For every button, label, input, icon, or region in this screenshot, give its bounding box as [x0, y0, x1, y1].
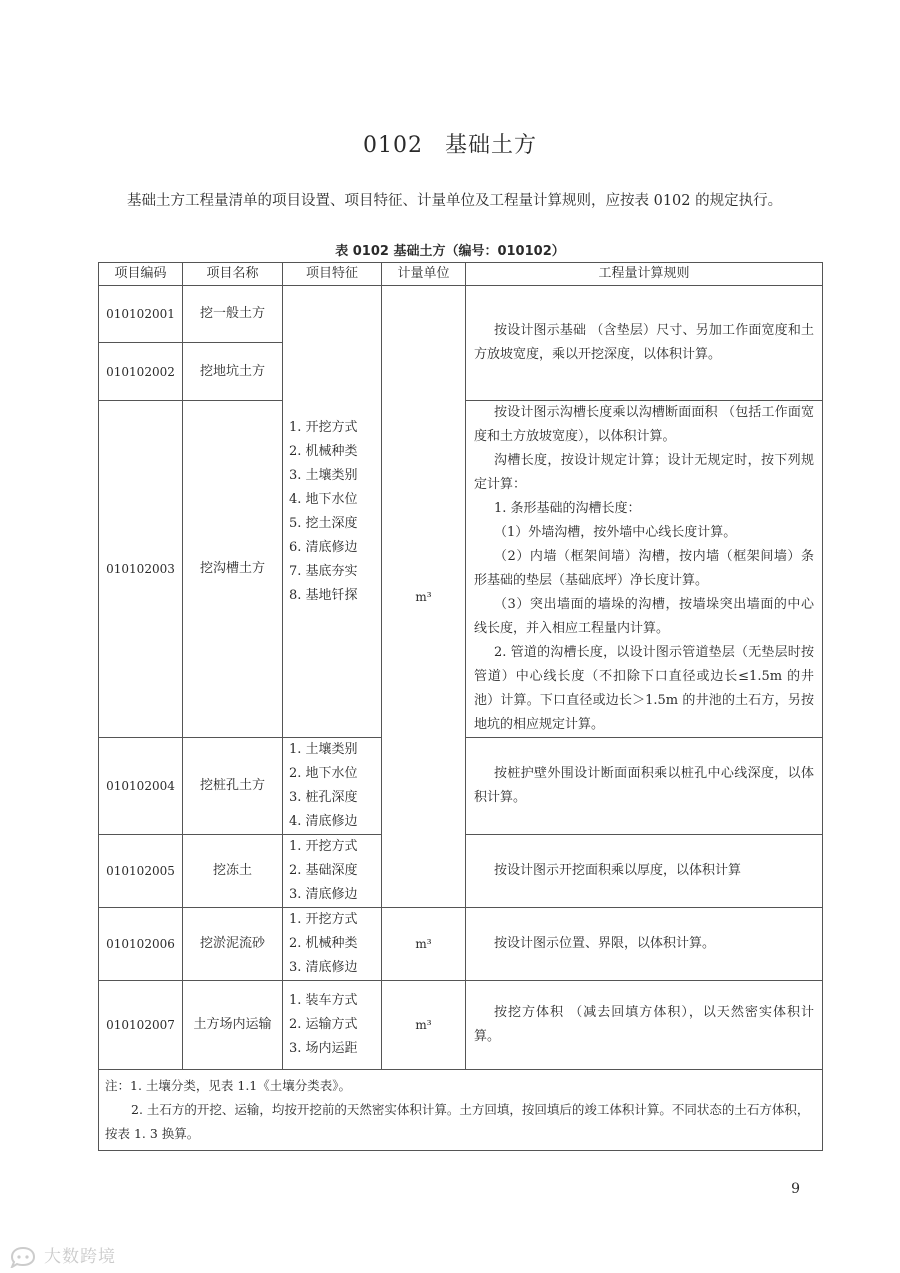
rule-cell [466, 286, 823, 401]
item-code: 010102003 [99, 401, 183, 738]
watermark [8, 1242, 116, 1268]
feature-item: 1. 土壤类别 [289, 742, 358, 757]
table-row [99, 981, 823, 1070]
feature-item: 2. 机械种类 [289, 443, 358, 459]
notes-cell [99, 1070, 823, 1151]
unit-cell: m³ [382, 981, 466, 1070]
feature-item: 1. 装车方式 [289, 993, 358, 1008]
rule-text: 1. 条形基础的沟槽长度： [494, 501, 641, 516]
rule-cell [466, 738, 823, 835]
feature-item: 8. 基地钎探 [289, 587, 358, 603]
col-header-code: 项目编码 [99, 263, 183, 286]
feature-item: 3. 桩孔深度 [289, 790, 358, 805]
feature-item: 2. 基础深度 [289, 863, 358, 878]
item-code: 010102001 [99, 286, 183, 343]
item-name: 挖一般土方 [183, 286, 283, 343]
rule-text: （3）突出墙面的墙垛的沟槽，按墙垛突出墙面的中心线长度，并入相应工程量内计算。 [474, 597, 814, 636]
col-header-rule: 工程量计算规则 [466, 263, 823, 286]
feature-item: 2. 运输方式 [289, 1017, 358, 1032]
rule-text: 2. 管道的沟槽长度，以设计图示管道垫层（无垫层时按管道）中心线长度（不扣除下口直径或边长≤1.5m 的井池）计算。下口直径或边长＞1.5m 的井池的土石方，另按地坑的相应规定计算。 [474, 645, 814, 732]
table-row [99, 286, 823, 343]
feature-item: 3. 清底修边 [289, 887, 358, 902]
rule-text: （1）外墙沟槽，按外墙中心线长度计算。 [494, 525, 737, 540]
item-name: 挖沟槽土方 [183, 401, 283, 738]
feature-item: 7. 基底夯实 [289, 563, 358, 579]
rule-cell [466, 835, 823, 908]
intro-paragraph: 基础土方工程量清单的项目设置、项目特征、计量单位及工程量计算规则，应按表 0102 的规定执行。 [127, 193, 783, 209]
item-code: 010102006 [99, 908, 183, 981]
note-1: 注：1. 土壤分类，见表 1.1《土壤分类表》。 [105, 1078, 352, 1093]
feature-item: 2. 地下水位 [289, 766, 358, 781]
rule-cell [466, 908, 823, 981]
chat-bubble-icon [8, 1246, 38, 1268]
feature-item: 3. 场内运距 [289, 1041, 358, 1056]
rule-text: 按桩护壁外围设计断面面积乘以桩孔中心线深度，以体积计算。 [474, 766, 814, 805]
table-row [99, 908, 823, 981]
watermark-text: 大数跨境 [44, 1247, 116, 1267]
page-title [0, 128, 900, 159]
item-name: 挖地坑土方 [183, 343, 283, 401]
rule-cell [466, 981, 823, 1070]
feature-cell [283, 981, 382, 1070]
table-header-row [99, 263, 823, 286]
feature-cell [283, 908, 382, 981]
section-code: 0102 [362, 133, 423, 158]
feature-item: 6. 清底修边 [289, 539, 358, 555]
col-header-unit: 计量单位 [382, 263, 466, 286]
notes-row [99, 1070, 823, 1151]
feature-item: 1. 开挖方式 [289, 419, 358, 435]
item-name: 挖桩孔土方 [183, 738, 283, 835]
feature-item: 5. 挖土深度 [289, 515, 358, 531]
rule-text: 按设计图示沟槽长度乘以沟槽断面面积 （包括工作面宽度和土方放坡宽度），以体积计算。 [474, 405, 814, 444]
unit-cell: m³ [382, 908, 466, 981]
col-header-feature: 项目特征 [283, 263, 382, 286]
col-header-name: 项目名称 [183, 263, 283, 286]
table-caption: 表 0102 基础土方（编号：010102） [335, 244, 565, 259]
feature-item: 4. 清底修边 [289, 814, 358, 829]
note-2: 2. 土石方的开挖、运输，均按开挖前的天然密实体积计算。土方回填，按回填后的竣工体积计算。不同状态的土石方体积，按表 1. 3 换算。 [105, 1102, 810, 1141]
feature-item: 1. 开挖方式 [289, 839, 358, 854]
rule-text: （2）内墙（框架间墙）沟槽，按内墙（框架间墙）条形基础的垫层（基础底坪）净长度计算。 [474, 549, 814, 588]
item-code: 010102004 [99, 738, 183, 835]
rule-text: 按设计图示基础 （含垫层）尺寸、另加工作面宽度和土方放坡宽度，乘以开挖深度，以体积计算。 [474, 323, 814, 362]
section-title: 基础土方 [444, 133, 537, 158]
feature-item: 4. 地下水位 [289, 491, 358, 507]
rule-text: 按设计图示开挖面积乘以厚度，以体积计算 [494, 863, 742, 878]
item-code: 010102005 [99, 835, 183, 908]
item-code: 010102007 [99, 981, 183, 1070]
feature-item: 3. 土壤类别 [289, 467, 358, 483]
feature-cell [283, 738, 382, 835]
item-name: 土方场内运输 [183, 981, 283, 1070]
feature-item: 1. 开挖方式 [289, 912, 358, 927]
feature-cell [283, 835, 382, 908]
item-code: 010102002 [99, 343, 183, 401]
spec-table [98, 262, 823, 1151]
feature-item: 2. 机械种类 [289, 936, 358, 951]
rule-text: 沟槽长度，按设计规定计算；设计无规定时，按下列规定计算： [474, 453, 814, 492]
feature-cell [283, 286, 382, 738]
rule-text: 按设计图示位置、界限，以体积计算。 [494, 936, 716, 951]
rule-cell [466, 401, 823, 738]
page-number: 9 [791, 1181, 800, 1197]
item-name: 挖冻土 [183, 835, 283, 908]
unit-cell: m³ [382, 286, 466, 908]
feature-item: 3. 清底修边 [289, 960, 358, 975]
rule-text: 按挖方体积 （减去回填方体积），以天然密实体积计算。 [474, 1005, 814, 1044]
item-name: 挖淤泥流砂 [183, 908, 283, 981]
